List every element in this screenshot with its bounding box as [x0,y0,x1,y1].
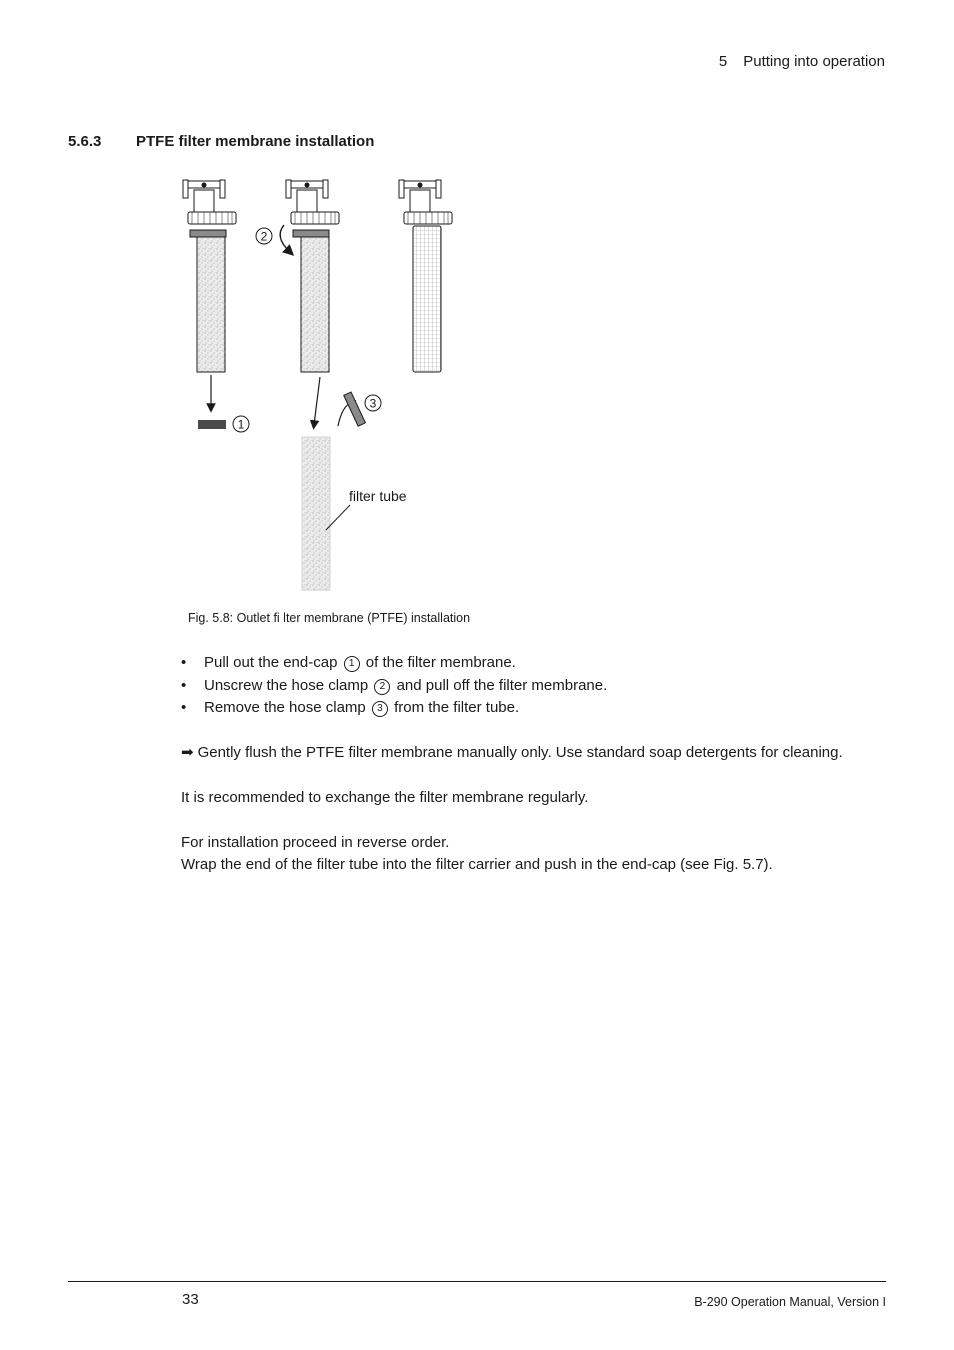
filter-assembly-3 [399,180,452,372]
page-number: 33 [182,1291,199,1308]
manual-title: B-290 Operation Manual, Version I [694,1295,886,1309]
svg-text:1: 1 [237,417,245,432]
callout-1 [233,416,249,432]
hose-clamp [293,230,329,237]
chapter-number: 5 [718,53,728,70]
installation-line-1: For installation proceed in reverse order. [181,834,450,851]
svg-text:2: 2 [260,229,268,244]
callout-ref: 1 [344,656,360,672]
callout-ref: 2 [374,679,390,695]
installation-line-2: Wrap the end of the filter tube into the filter carrier and push in the end-cap (see Fig. 5.7). [181,856,773,873]
unscrew-arrow [280,225,290,252]
section-number: 5.6.3 [68,133,102,150]
hose-clamp [190,230,226,237]
filter-head [399,180,452,224]
section-heading [68,133,374,150]
filter-tube [302,437,330,590]
footer-divider [68,1281,886,1282]
note-paragraph [181,742,843,764]
chapter-title: Putting into operation [743,53,885,70]
steps-list [181,653,607,721]
installation-paragraph [181,832,773,876]
removed-hose-clamp [344,392,366,426]
filter-head [183,180,236,224]
filter-membrane [197,237,225,372]
filter-membrane [301,237,329,372]
arrow-right-icon: ➡ [181,744,194,761]
end-cap [198,420,226,429]
callout-ref: 3 [372,701,388,717]
recommendation-paragraph: It is recommended to exchange the filter membrane regularly. [181,789,589,806]
list-item: • Remove the hose clamp 3 from the filter tube. [181,699,520,716]
callout-3 [365,395,381,411]
list-item: • Unscrew the hose clamp 2 and pull off the filter membrane. [181,676,608,694]
filter-tube-label: filter tube [349,488,407,504]
filter-assembly-2 [280,180,365,590]
svg-text:3: 3 [369,396,377,411]
filter-installation-illustration [180,170,480,600]
filter-head [286,180,339,224]
figure-filter-installation [180,170,480,600]
note-text: Gently flush the PTFE filter membrane manually only. Use standard soap detergents for cleaning. [197,744,843,761]
figure-caption: Fig. 5.8: Outlet fi lter membrane (PTFE) installation [188,611,471,625]
running-header [719,53,885,70]
callout-2 [256,228,272,244]
section-title: PTFE filter membrane installation [136,133,375,150]
filter-carrier [413,226,441,372]
list-item: • Pull out the end-cap 1 of the filter membrane. [181,654,516,671]
filter-assembly-1 [183,180,236,429]
